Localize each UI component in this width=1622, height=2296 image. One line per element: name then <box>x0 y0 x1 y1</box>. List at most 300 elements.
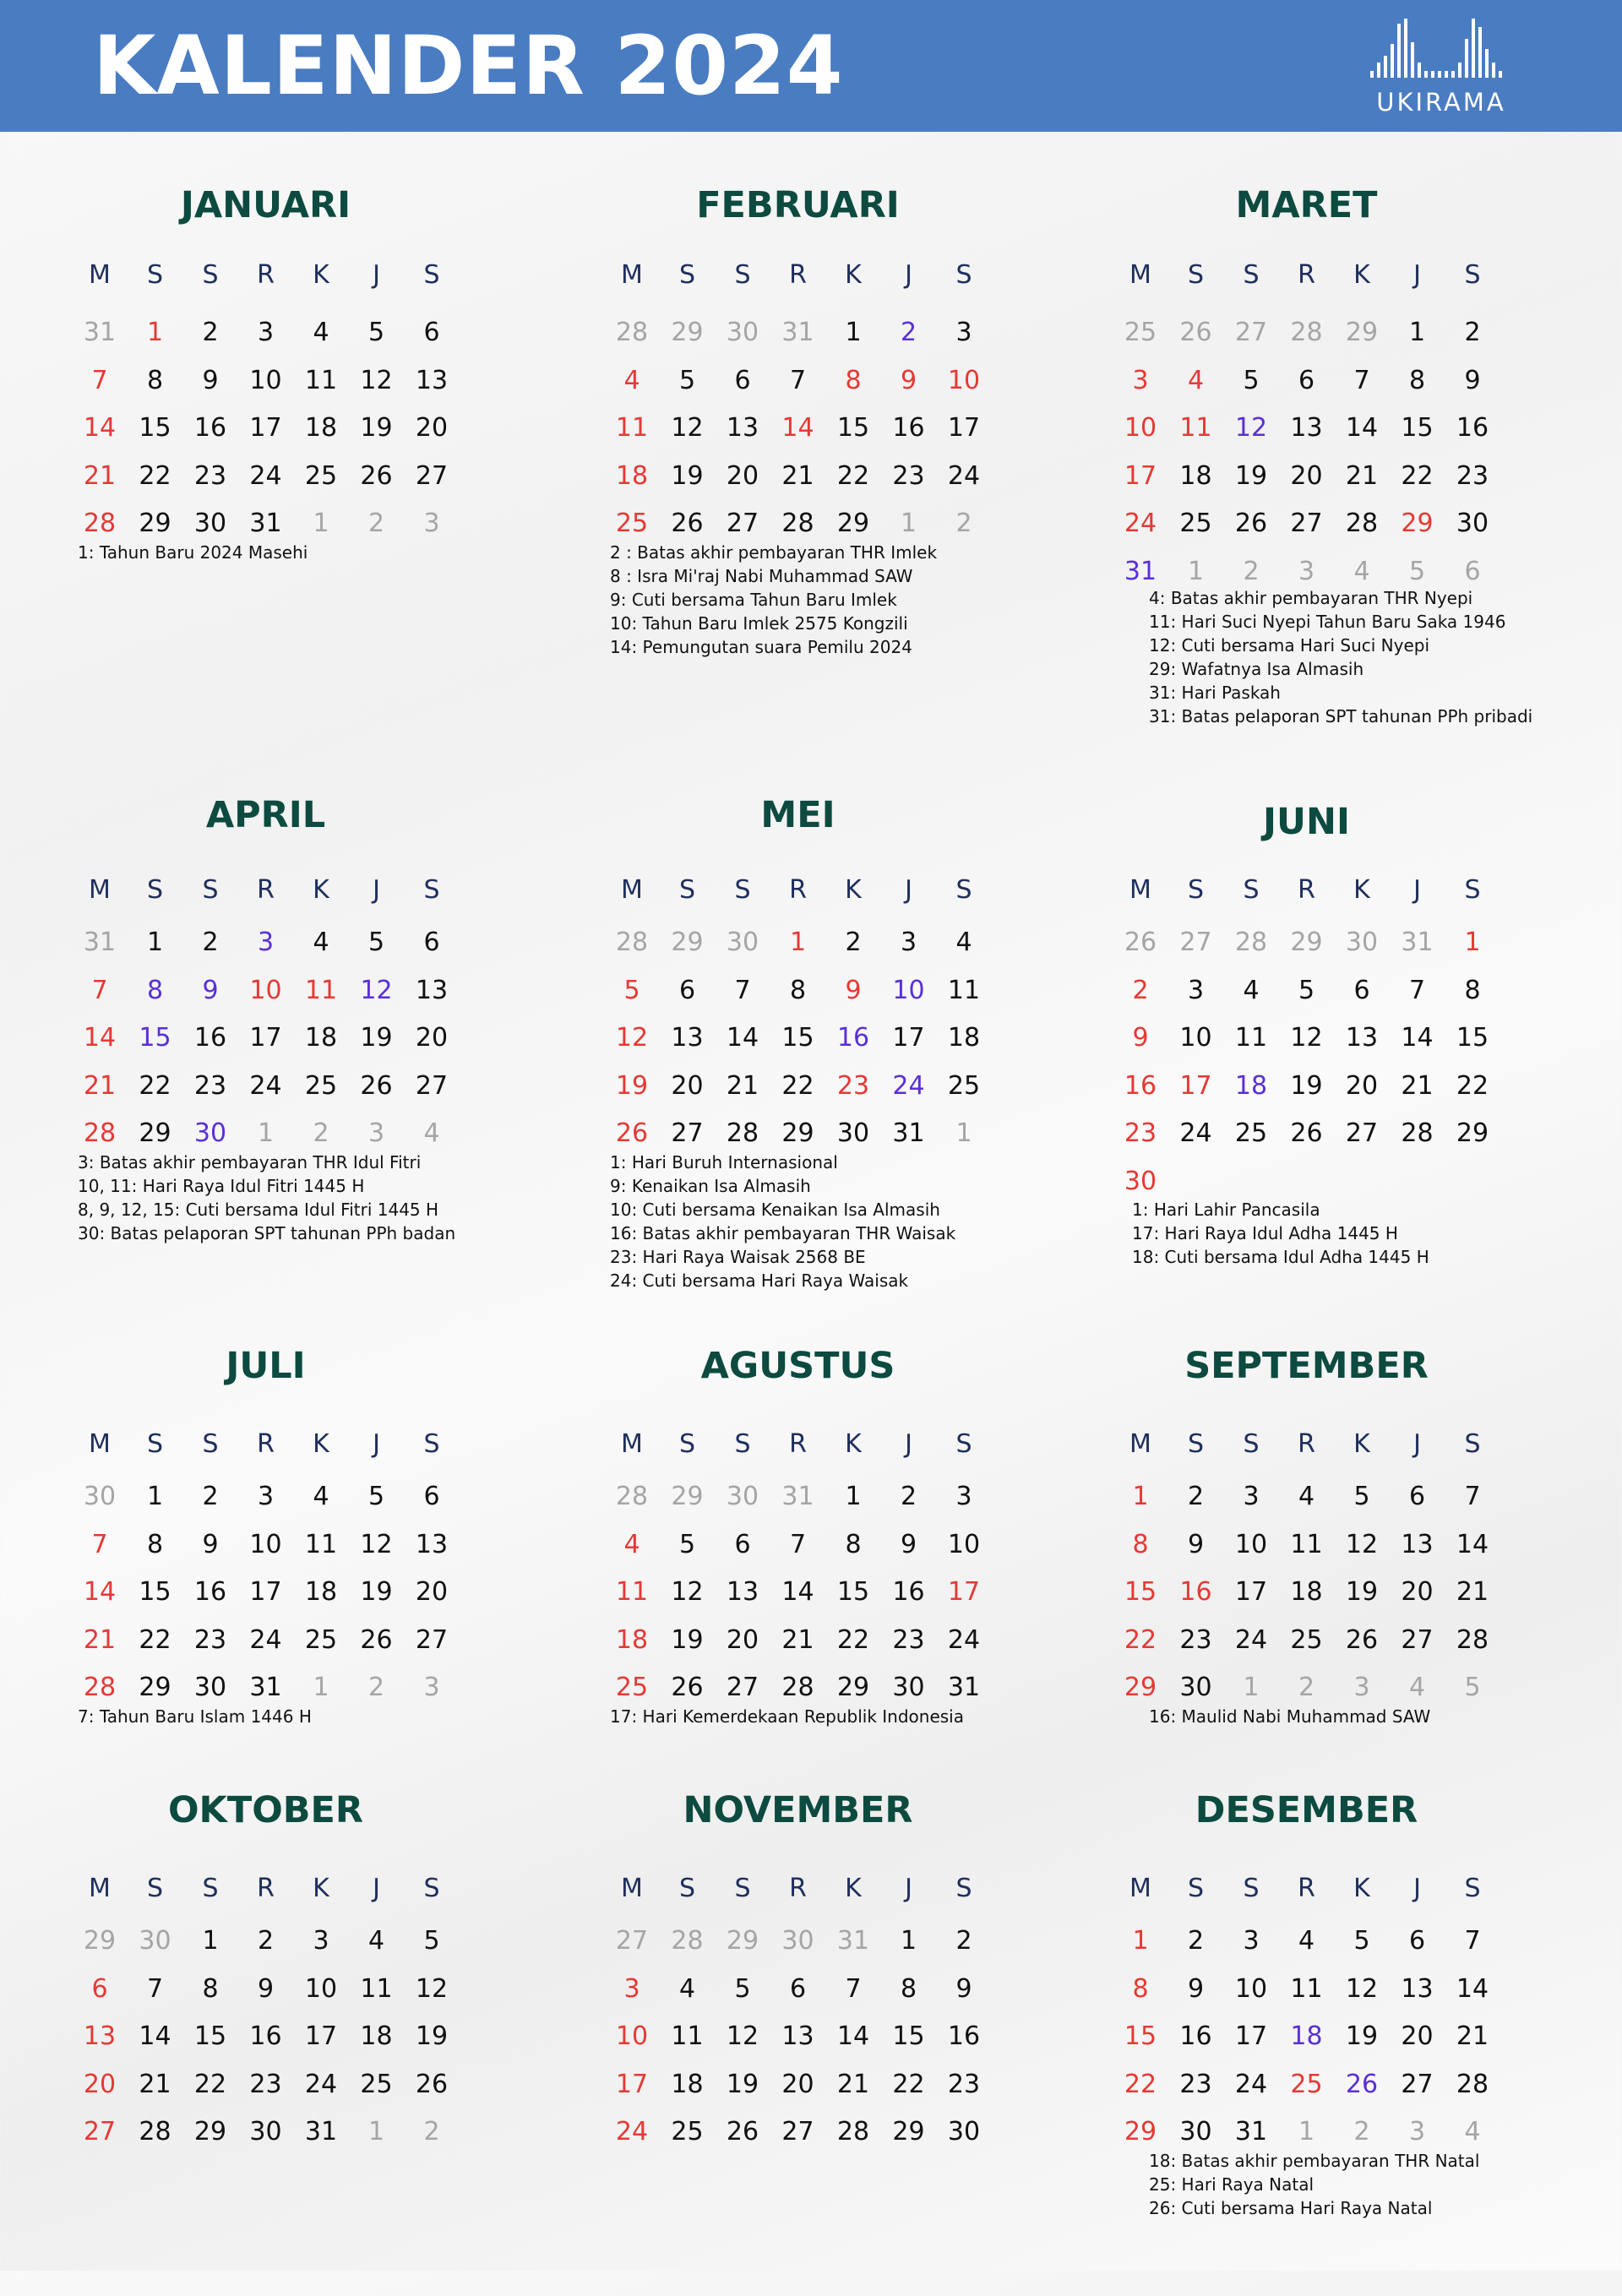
weekday-label: K <box>845 1429 862 1459</box>
day-cell: 4 <box>1298 1926 1315 1956</box>
day-cell: 11 <box>947 975 981 1005</box>
day-cell: 29 <box>83 1926 117 1956</box>
day-cell: 7 <box>845 1973 862 2004</box>
day-cell: 2 <box>367 1673 385 1702</box>
day-cell: 4 <box>1408 1673 1426 1702</box>
day-cell: 27 <box>726 1673 759 1702</box>
day-cell: 13 <box>415 1529 449 1559</box>
day-cell: 30 <box>193 1118 227 1148</box>
month-title: JUNI <box>1263 801 1350 843</box>
weekday-label: J <box>905 1874 912 1903</box>
day-cell: 17 <box>1179 1070 1212 1101</box>
day-cell: 4 <box>1464 2117 1481 2146</box>
day-cell: 19 <box>1345 2021 1379 2051</box>
note-line: 1: Tahun Baru 2024 Masehi <box>78 542 308 563</box>
day-cell: 6 <box>1408 1926 1426 1956</box>
day-cell: 21 <box>1456 1577 1489 1607</box>
weekday-label: S <box>1464 1874 1481 1903</box>
day-cell: 1 <box>313 1673 329 1702</box>
day-cell: 27 <box>1401 1624 1434 1655</box>
weekday-label: S <box>1464 1429 1481 1459</box>
day-cell: 22 <box>139 1624 171 1655</box>
note-line: 11: Hari Suci Nyepi Tahun Baru Saka 1946 <box>1149 612 1506 632</box>
day-cell: 22 <box>836 460 870 491</box>
day-cell: 8 <box>845 365 862 395</box>
day-cell: 2 <box>955 1926 972 1956</box>
day-cell: 10 <box>947 365 981 395</box>
month-block-desember <box>1115 1789 1554 2296</box>
brand-logo-text: UKIRAMA <box>1376 88 1506 117</box>
month-title: SEPTEMBER <box>1184 1345 1429 1387</box>
weekday-label: S <box>678 260 696 290</box>
day-cell: 28 <box>139 2117 171 2146</box>
day-cell: 26 <box>726 2117 759 2146</box>
day-cell: 18 <box>947 1023 981 1053</box>
day-cell: 18 <box>304 1577 338 1607</box>
month-notes <box>610 1151 955 1292</box>
weekday-label: K <box>1353 875 1370 905</box>
day-cell: 31 <box>1124 556 1157 586</box>
day-cell: 7 <box>146 1973 164 2004</box>
day-cell: 1 <box>845 318 862 347</box>
weekday-label: S <box>1187 875 1205 905</box>
day-cell: 8 <box>202 1973 219 2004</box>
month-title: DESEMBER <box>1195 1789 1418 1831</box>
day-cell: 25 <box>1290 2069 1323 2099</box>
weekday-label: S <box>734 260 751 290</box>
day-cell: 2 <box>900 1482 917 1511</box>
month-title: AGUSTUS <box>700 1345 895 1387</box>
weekday-label: S <box>1464 260 1481 290</box>
day-cell: 2 <box>845 928 862 957</box>
note-line: 31: Hari Paskah <box>1149 683 1281 703</box>
day-cell: 29 <box>671 928 704 957</box>
weekday-label: R <box>257 1429 275 1459</box>
weekday-label: S <box>734 875 751 905</box>
day-cell: 28 <box>1290 318 1323 347</box>
day-cell: 4 <box>623 1529 640 1559</box>
day-cell: 31 <box>836 1926 870 1956</box>
day-cell: 11 <box>1290 1529 1323 1559</box>
day-cell: 3 <box>423 509 440 538</box>
weekday-label: S <box>1243 1874 1260 1903</box>
day-cell: 14 <box>781 413 814 443</box>
weekday-label: S <box>423 260 440 290</box>
day-cell: 7 <box>789 1529 807 1559</box>
day-cell: 2 <box>257 1926 275 1956</box>
weekday-label: K <box>845 1874 862 1903</box>
day-cell: 7 <box>789 365 807 395</box>
day-cell: 3 <box>1243 1482 1260 1511</box>
day-cell: 4 <box>1298 1482 1315 1511</box>
weekday-label: R <box>1298 875 1315 905</box>
day-cell: 24 <box>1234 2069 1268 2099</box>
weekday-label: J <box>1413 1429 1421 1459</box>
month-title: JULI <box>226 1345 306 1387</box>
month-notes <box>78 1151 455 1245</box>
day-cell: 16 <box>1456 413 1489 443</box>
day-cell: 27 <box>1234 318 1268 347</box>
day-cell: 5 <box>1353 1482 1370 1511</box>
weekday-label: R <box>1298 1429 1315 1459</box>
day-cell: 5 <box>678 1529 696 1559</box>
day-cell: 28 <box>836 2117 870 2146</box>
day-cell: 7 <box>1353 365 1370 395</box>
month-notes <box>1149 1705 1430 1728</box>
day-cell: 16 <box>1179 2021 1212 2051</box>
day-cell: 14 <box>1345 413 1379 443</box>
day-cell: 4 <box>678 1973 696 2004</box>
day-cell: 1 <box>1298 2117 1315 2146</box>
day-cell: 31 <box>781 1482 814 1511</box>
day-cell: 13 <box>1290 413 1323 443</box>
note-line: 10: Tahun Baru Imlek 2575 Kongzili <box>610 613 908 634</box>
day-cell: 13 <box>1401 1973 1434 2004</box>
day-cell: 28 <box>671 1926 704 1956</box>
day-cell: 5 <box>423 1926 440 1956</box>
day-cell: 31 <box>892 1118 925 1148</box>
day-cell: 14 <box>83 413 117 443</box>
day-cell: 8 <box>146 365 164 395</box>
day-cell: 21 <box>781 460 814 491</box>
note-line: 10, 11: Hari Raya Idul Fitri 1445 H <box>78 1176 365 1196</box>
day-cell: 3 <box>623 1973 640 2004</box>
day-cell: 11 <box>304 975 338 1005</box>
day-cell: 7 <box>91 1529 108 1559</box>
day-cell: 7 <box>1464 1482 1481 1511</box>
day-cell: 25 <box>615 1673 649 1702</box>
day-cell: 29 <box>836 1673 870 1702</box>
day-cell: 19 <box>726 2069 759 2099</box>
weekday-label: M <box>89 1429 111 1459</box>
day-cell: 5 <box>734 1973 751 2004</box>
day-cell: 20 <box>1401 1577 1434 1607</box>
day-cell: 17 <box>249 413 282 443</box>
day-cell: 18 <box>671 2069 704 2099</box>
day-cell: 31 <box>1401 928 1434 957</box>
day-cell: 15 <box>193 2021 227 2051</box>
day-cell: 23 <box>249 2069 282 2099</box>
day-cell: 3 <box>313 1926 329 1956</box>
day-cell: 29 <box>1401 509 1434 538</box>
day-cell: 3 <box>367 1118 385 1148</box>
day-cell: 29 <box>892 2117 925 2146</box>
day-cell: 23 <box>836 1070 870 1101</box>
day-cell: 29 <box>139 509 171 538</box>
day-cell: 24 <box>249 1070 282 1101</box>
day-cell: 18 <box>360 2021 393 2051</box>
weekday-label: K <box>845 260 862 290</box>
day-cell: 28 <box>1456 1624 1489 1655</box>
day-cell: 27 <box>1290 509 1323 538</box>
day-cell: 8 <box>1132 1973 1149 2004</box>
day-cell: 24 <box>1179 1118 1212 1148</box>
day-cell: 3 <box>955 318 972 347</box>
day-cell: 4 <box>313 1482 329 1511</box>
note-line: 3: Batas akhir pembayaran THR Idul Fitri <box>78 1152 422 1172</box>
day-cell: 25 <box>1179 509 1212 538</box>
day-cell: 9 <box>1132 1023 1149 1053</box>
day-cell: 10 <box>249 1529 282 1559</box>
day-cell: 11 <box>1234 1023 1268 1053</box>
day-cell: 21 <box>1345 460 1379 491</box>
day-cell: 24 <box>249 1624 282 1655</box>
day-cell: 4 <box>1243 975 1260 1005</box>
weekday-label: M <box>1129 260 1151 290</box>
note-line: 26: Cuti bersama Hari Raya Natal <box>1149 2198 1433 2218</box>
note-line: 14: Pemungutan suara Pemilu 2024 <box>610 637 912 657</box>
day-cell: 29 <box>671 318 704 347</box>
day-cell: 15 <box>781 1023 814 1053</box>
day-cell: 22 <box>139 1070 171 1101</box>
day-cell: 11 <box>304 1529 338 1559</box>
day-cell: 25 <box>1124 318 1157 347</box>
day-cell: 17 <box>947 413 981 443</box>
weekday-label: M <box>1129 1874 1151 1903</box>
weekday-label: R <box>789 1429 807 1459</box>
day-cell: 23 <box>1456 460 1489 491</box>
day-cell: 27 <box>415 460 449 491</box>
day-cell: 2 <box>1464 318 1481 347</box>
day-cell: 18 <box>1179 460 1212 491</box>
note-line: 29: Wafatnya Isa Almasih <box>1149 659 1364 679</box>
day-cell: 2 <box>1243 556 1260 586</box>
day-cell: 28 <box>83 1673 117 1702</box>
weekday-label: S <box>734 1429 751 1459</box>
day-cell: 23 <box>947 2069 981 2099</box>
day-cell: 5 <box>678 365 696 395</box>
day-cell: 29 <box>1345 318 1379 347</box>
day-cell: 31 <box>249 1673 282 1702</box>
month-block-agustus <box>607 1345 1046 1852</box>
month-notes <box>610 541 937 659</box>
day-cell: 21 <box>83 460 117 491</box>
day-cell: 15 <box>1401 413 1434 443</box>
month-block-oktober <box>74 1789 514 2296</box>
day-cell: 3 <box>423 1673 440 1702</box>
weekday-label: J <box>905 875 912 905</box>
day-cell: 23 <box>193 1624 227 1655</box>
note-line: 2 : Batas akhir pembayaran THR Imlek <box>610 542 938 563</box>
day-cell: 2 <box>1353 2117 1370 2146</box>
day-cell: 22 <box>892 2069 925 2099</box>
day-cell: 2 <box>202 318 219 347</box>
day-cell: 16 <box>193 413 227 443</box>
note-line: 4: Batas akhir pembayaran THR Nyepi <box>1149 588 1473 608</box>
weekday-label: S <box>1243 260 1260 290</box>
note-line: 10: Cuti bersama Kenaikan Isa Almasih <box>610 1200 940 1220</box>
day-cell: 20 <box>415 1577 449 1607</box>
day-cell: 18 <box>1290 2021 1323 2051</box>
note-line: 25: Hari Raya Natal <box>1149 2174 1314 2195</box>
day-cell: 7 <box>91 365 108 395</box>
day-cell: 22 <box>1124 2069 1157 2099</box>
month-notes <box>1149 2149 1479 2220</box>
day-cell: 6 <box>423 1482 440 1511</box>
weekday-label: S <box>423 875 440 905</box>
day-cell: 16 <box>249 2021 282 2051</box>
day-cell: 14 <box>836 2021 870 2051</box>
day-cell: 27 <box>726 509 759 538</box>
day-cell: 18 <box>304 1023 338 1053</box>
day-cell: 5 <box>1408 556 1426 586</box>
day-cell: 31 <box>304 2117 338 2146</box>
day-cell: 26 <box>360 1070 393 1101</box>
weekday-label: J <box>1413 875 1421 905</box>
note-line: 9: Kenaikan Isa Almasih <box>610 1176 811 1196</box>
day-cell: 31 <box>83 318 117 347</box>
day-cell: 10 <box>249 365 282 395</box>
month-notes <box>78 541 308 564</box>
day-cell: 17 <box>1234 2021 1268 2051</box>
day-cell: 2 <box>955 509 972 538</box>
day-cell: 20 <box>415 413 449 443</box>
weekday-label: S <box>678 1429 696 1459</box>
day-cell: 31 <box>1234 2117 1268 2146</box>
day-cell: 9 <box>900 1529 917 1559</box>
day-cell: 22 <box>1456 1070 1489 1101</box>
day-cell: 3 <box>257 1482 275 1511</box>
day-cell: 24 <box>1124 509 1157 538</box>
day-cell: 9 <box>1187 1529 1205 1559</box>
day-cell: 26 <box>1345 2069 1379 2099</box>
day-cell: 1 <box>845 1482 862 1511</box>
weekday-label: J <box>1413 1874 1421 1903</box>
day-cell: 4 <box>1187 365 1205 395</box>
day-cell: 3 <box>1187 975 1205 1005</box>
day-cell: 28 <box>615 1482 649 1511</box>
day-cell: 15 <box>139 413 171 443</box>
day-cell: 11 <box>615 413 649 443</box>
day-cell: 1 <box>146 928 164 957</box>
day-cell: 2 <box>313 1118 329 1148</box>
day-cell: 21 <box>139 2069 171 2099</box>
weekday-label: M <box>621 1874 643 1903</box>
day-cell: 8 <box>900 1973 917 2004</box>
month-block-maret <box>1115 184 1554 726</box>
day-cell: 30 <box>726 318 759 347</box>
day-cell: 28 <box>781 509 814 538</box>
weekday-label: R <box>257 1874 275 1903</box>
day-cell: 12 <box>615 1023 649 1053</box>
day-cell: 25 <box>1290 1624 1323 1655</box>
day-cell: 1 <box>146 318 164 347</box>
ukirama-bars-logo-icon <box>1370 19 1512 79</box>
day-cell: 20 <box>1290 460 1323 491</box>
day-cell: 10 <box>1234 1529 1268 1559</box>
day-cell: 19 <box>1345 1577 1379 1607</box>
day-cell: 6 <box>734 1529 751 1559</box>
weekday-label: R <box>1298 260 1315 290</box>
month-block-september <box>1115 1345 1554 1852</box>
day-cell: 6 <box>734 365 751 395</box>
weekday-label: S <box>202 260 219 290</box>
day-cell: 23 <box>1179 1624 1212 1655</box>
day-cell: 5 <box>1353 1926 1370 1956</box>
day-cell: 12 <box>1345 1973 1379 2004</box>
day-cell: 24 <box>947 460 981 491</box>
day-cell: 6 <box>423 928 440 957</box>
month-title: MARET <box>1235 184 1378 226</box>
day-cell: 30 <box>1124 1166 1157 1196</box>
day-cell: 26 <box>1124 928 1157 957</box>
day-cell: 14 <box>83 1577 117 1607</box>
day-cell: 13 <box>415 975 449 1005</box>
day-cell: 13 <box>415 365 449 395</box>
day-cell: 12 <box>671 413 704 443</box>
day-cell: 11 <box>1179 413 1212 443</box>
weekday-label: S <box>955 260 972 290</box>
day-cell: 1 <box>257 1118 275 1148</box>
weekday-label: S <box>423 1874 440 1903</box>
month-title: FEBRUARI <box>696 184 900 226</box>
day-cell: 5 <box>367 928 385 957</box>
month-title: MEI <box>760 794 835 836</box>
weekday-label: K <box>313 1874 329 1903</box>
day-cell: 2 <box>1132 975 1149 1005</box>
day-cell: 20 <box>1345 1070 1379 1101</box>
day-cell: 21 <box>836 2069 870 2099</box>
weekday-label: M <box>621 1429 643 1459</box>
day-cell: 17 <box>249 1023 282 1053</box>
day-cell: 17 <box>1124 460 1157 491</box>
day-cell: 31 <box>249 509 282 538</box>
day-cell: 3 <box>257 928 275 957</box>
day-cell: 29 <box>1290 928 1323 957</box>
month-notes <box>1132 1198 1429 1269</box>
day-cell: 29 <box>193 2117 227 2146</box>
day-cell: 28 <box>615 318 649 347</box>
day-cell: 13 <box>726 413 759 443</box>
day-cell: 15 <box>836 1577 870 1607</box>
day-cell: 27 <box>671 1118 704 1148</box>
day-cell: 20 <box>726 460 759 491</box>
day-cell: 11 <box>671 2021 704 2051</box>
day-cell: 29 <box>671 1482 704 1511</box>
weekday-label: J <box>1413 260 1421 290</box>
day-cell: 17 <box>1234 1577 1268 1607</box>
weekday-label: S <box>1187 1429 1205 1459</box>
day-cell: 22 <box>193 2069 227 2099</box>
day-cell: 1 <box>1132 1482 1149 1511</box>
day-cell: 30 <box>193 1673 227 1702</box>
day-cell: 8 <box>845 1529 862 1559</box>
day-cell: 9 <box>202 365 219 395</box>
day-cell: 5 <box>623 975 640 1005</box>
day-cell: 23 <box>193 1070 227 1101</box>
day-cell: 30 <box>1179 1673 1212 1702</box>
month-title: OKTOBER <box>167 1789 364 1831</box>
day-cell: 23 <box>1124 1118 1157 1148</box>
day-cell: 28 <box>83 509 117 538</box>
day-cell: 17 <box>892 1023 925 1053</box>
weekday-label: S <box>423 1429 440 1459</box>
day-cell: 6 <box>678 975 696 1005</box>
day-cell: 5 <box>367 1482 385 1511</box>
day-cell: 1 <box>900 1926 917 1956</box>
day-cell: 28 <box>781 1673 814 1702</box>
weekday-label: J <box>373 1429 380 1459</box>
weekday-label: S <box>202 1429 219 1459</box>
day-cell: 30 <box>1345 928 1379 957</box>
day-cell: 13 <box>781 2021 814 2051</box>
note-line: 17: Hari Raya Idul Adha 1445 H <box>1132 1223 1398 1243</box>
note-line: 30: Batas pelaporan SPT tahunan PPh badan <box>78 1223 456 1243</box>
day-cell: 5 <box>1464 1673 1481 1702</box>
day-cell: 30 <box>892 1673 925 1702</box>
day-cell: 1 <box>900 509 917 538</box>
day-cell: 9 <box>202 975 219 1005</box>
